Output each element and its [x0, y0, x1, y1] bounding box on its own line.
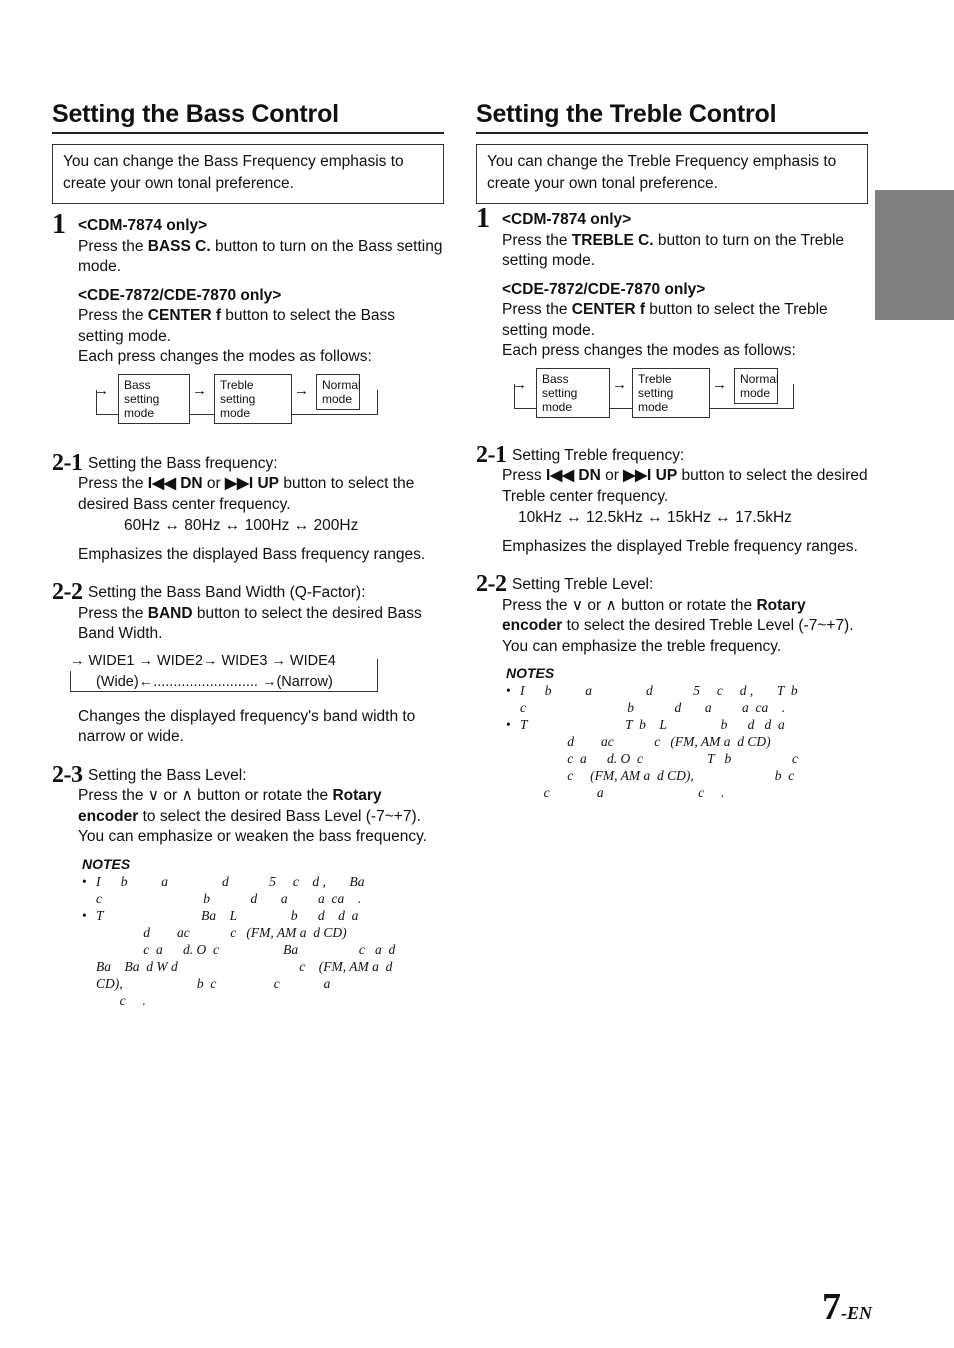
- step-note: Emphasizes the displayed Treble frequency ranges.: [502, 537, 858, 555]
- step-text: Press I◀◀ DN or ▶▶I UP button to select the desired Treble center frequency.: [502, 467, 868, 505]
- treble-heading: Setting the Treble Control: [476, 100, 868, 134]
- step-note: You can emphasize the treble frequency.: [502, 637, 782, 655]
- step-text: Press the BAND button to select the desired Bass Band Width.: [78, 604, 422, 642]
- flow-box: Bass setting mode: [118, 374, 190, 424]
- bass-notes: [78, 856, 444, 1009]
- step-text: Press the BASS C. button to turn on the Bass setting mode.: [78, 237, 443, 275]
- step-note: You can emphasize or weaken the bass frequency.: [78, 828, 427, 845]
- step-number: 2-1: [52, 449, 83, 476]
- treble-notes: [502, 665, 868, 801]
- step-text: Press the I◀◀ DN or ▶▶I UP button to select the desired Bass center frequency.: [78, 475, 415, 513]
- step-text: Press the ∨ or ∧ button or rotate the Rotary encoder to select the desired Treble Level (-7~+7).: [502, 596, 854, 634]
- step-title: Setting the Bass Level:: [88, 766, 247, 784]
- step-title: Setting Treble frequency:: [512, 446, 685, 464]
- step-number: 1: [476, 203, 490, 234]
- page-number: 7-EN: [822, 1286, 872, 1328]
- arrow-icon: →: [512, 375, 527, 393]
- band-width-diagram: [70, 651, 378, 691]
- bass-heading: Setting the Bass Control: [52, 100, 444, 134]
- notes-heading: NOTES: [506, 665, 555, 681]
- step-title: Setting the Bass Band Width (Q-Factor):: [88, 584, 366, 601]
- mode-flow-diagram: [514, 370, 868, 420]
- step-text: Press the ∨ or ∧ button or rotate the Rotary encoder to select the desired Bass Level (-7~+7).: [78, 787, 421, 825]
- arrow-icon: →: [94, 381, 109, 399]
- note-item: • I b a d 5 c d , Ba c b d a a ca .: [82, 873, 365, 906]
- model-label: <CDE-7872/CDE-7870 only>: [502, 280, 706, 298]
- step-note: Emphasizes the displayed Bass frequency ranges.: [78, 545, 426, 563]
- step-text: Press the CENTER f button to select the Treble setting mode.: [502, 301, 828, 339]
- bass-step-2-2: [52, 579, 444, 748]
- section-tab: [875, 190, 954, 320]
- flow-box: Treble setting mode: [214, 374, 292, 424]
- step-note: Changes the displayed frequency's band width to narrow or wide.: [78, 707, 416, 745]
- frequency-list: 60Hz ↔ 80Hz ↔ 100Hz ↔ 200Hz: [124, 517, 359, 534]
- arrow-icon: →: [612, 375, 627, 393]
- flow-box: Treble setting mode: [632, 368, 710, 418]
- band-width-range: (Wide)←.......................... →(Narrow): [96, 673, 333, 690]
- treble-step-2-2: [476, 571, 868, 657]
- model-label: <CDE-7872/CDE-7870 only>: [78, 286, 282, 304]
- notes-heading: NOTES: [82, 855, 131, 872]
- step-number: 1: [52, 209, 66, 240]
- treble-step-1: [476, 203, 868, 420]
- step-text: Each press changes the modes as follows:: [78, 348, 372, 365]
- note-item: • T T b L b d d a d ac c (FM, AM a d CD) c a d. O c T b c c (FM, AM a d CD), b c c a c .: [506, 717, 798, 800]
- bass-step-2-3: [52, 761, 444, 848]
- frequency-list: 10kHz ↔ 12.5kHz ↔ 15kHz ↔ 17.5kHz: [518, 509, 792, 526]
- step-number: 2-2: [52, 579, 83, 605]
- model-label: <CDM-7874 only>: [502, 211, 632, 228]
- bass-section: [52, 100, 444, 1009]
- mode-flow-diagram: [96, 376, 444, 426]
- treble-section: [476, 100, 868, 801]
- bass-step-1: [52, 209, 444, 426]
- arrow-icon: →: [294, 381, 309, 399]
- band-width-sequence: → WIDE1 → WIDE2→ WIDE3 → WIDE4: [70, 652, 336, 669]
- treble-step-2-1: [476, 441, 868, 558]
- flow-box: Normal mode: [316, 374, 360, 410]
- arrow-icon: →: [712, 375, 727, 393]
- note-item: • T Ba L b d d a d ac c (FM, AM a d CD) c a d. O c Ba c a d Ba Ba d W d c (FM, AM a d CD), b c c a c .: [82, 907, 396, 1008]
- arrow-icon: →: [192, 381, 207, 399]
- step-title: Setting the Bass frequency:: [88, 454, 278, 472]
- step-number: 2-2: [476, 571, 507, 597]
- flow-box: Bass setting mode: [536, 368, 610, 418]
- step-text: Each press changes the modes as follows:: [502, 342, 796, 359]
- step-text: Press the TREBLE C. button to turn on the Treble setting mode.: [502, 231, 845, 269]
- step-title: Setting Treble Level:: [512, 576, 654, 593]
- bass-intro: You can change the Bass Frequency emphasis to create your own tonal preference.: [52, 144, 444, 204]
- flow-box: Normal mode: [734, 368, 778, 404]
- treble-intro: You can change the Treble Frequency emphasis to create your own tonal preference.: [476, 144, 868, 204]
- bass-step-2-1: [52, 449, 444, 566]
- step-text: Press the CENTER f button to select the Bass setting mode.: [78, 307, 396, 345]
- note-item: • I b a d 5 c d , T b c b d a a ca .: [506, 683, 798, 715]
- step-number: 2-3: [52, 761, 83, 788]
- model-label: <CDM-7874 only>: [78, 217, 208, 234]
- step-number: 2-1: [476, 441, 507, 468]
